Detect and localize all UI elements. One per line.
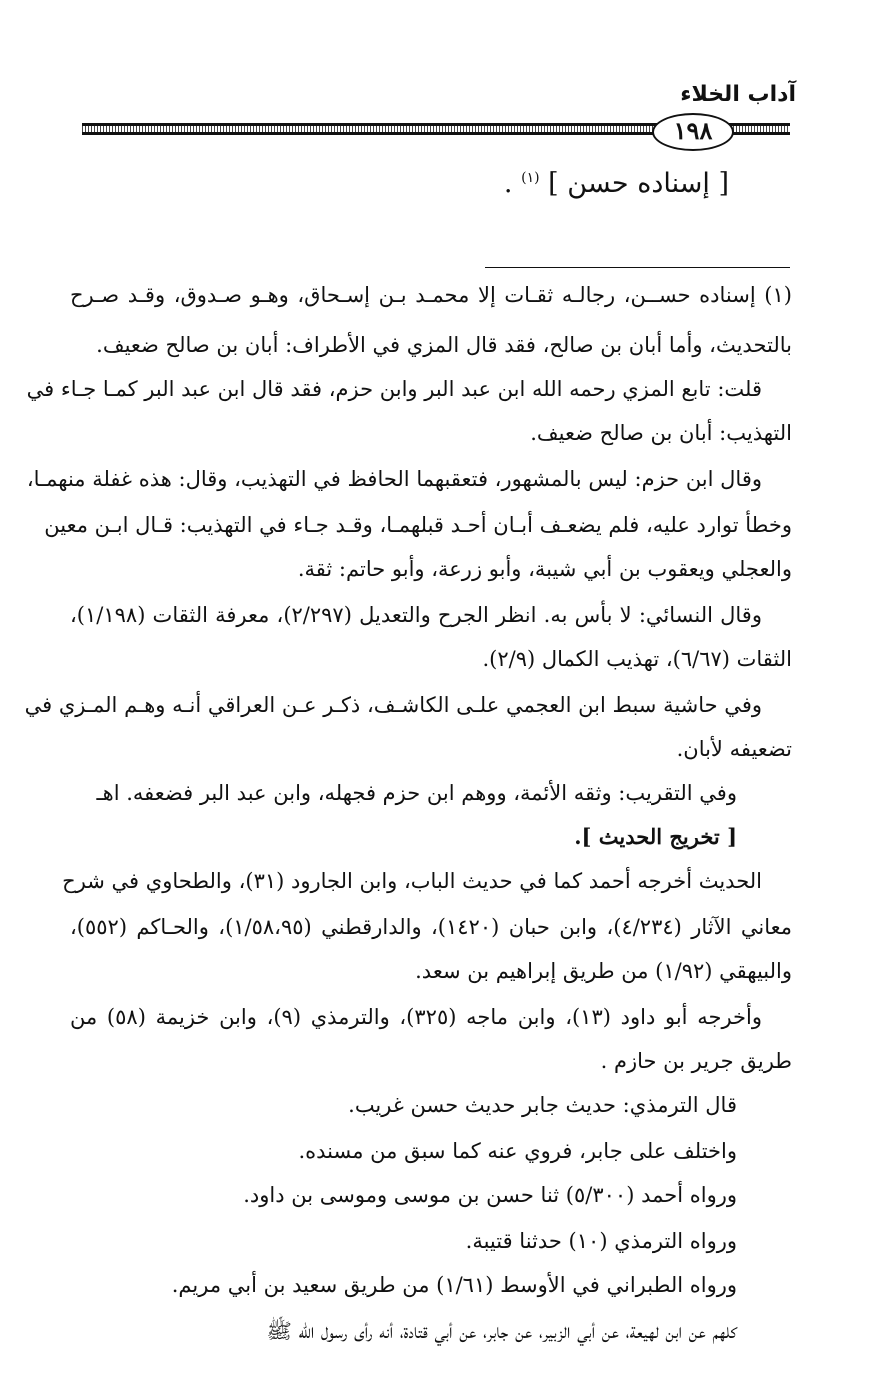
footnote-line: كلهم عن ابن لهيعة، عن أبي الزبير، عن جابر، عن أبي قتادة، أنه رأى رسول الله ﷺ (266, 1319, 737, 1343)
footnote-line: والبيهقي (١/٩٢) من طريق إبراهيم بن سعد. (415, 959, 792, 983)
footnote-line: الثقات (٦/٦٧)، تهذيب الكمال (٢/٩). (482, 647, 792, 671)
main-text-content: [ إسناده حسن ] (548, 168, 729, 199)
footnote-reference: (١) (521, 170, 540, 186)
footnote-line: (١) إسناده حســن، رجالـه ثقـات إلا محمـد بـن إسـحاق، وهـو صـدوق، وقـد صـرح (70, 283, 792, 307)
footnote-line: وأخرجه أبو داود (١٣)، وابن ماجه (٣٢٥)، والترمذي (٩)، وابن خزيمة (٥٨) من (70, 1005, 762, 1029)
main-text-end: . (503, 168, 513, 199)
footnote-line: وقال النسائي: لا بأس به. انظر الجرح والتعديل (٢/٢٩٧)، معرفة الثقات (١/١٩٨)، (70, 603, 762, 627)
footnote-separator (485, 267, 790, 268)
footnote-line: واختلف على جابر، فروي عنه كما سبق من مسنده. (298, 1139, 737, 1163)
footnote-line: الحديث أخرجه أحمد كما في حديث الباب، وابن الجارود (٣١)، والطحاوي في شرح (62, 869, 762, 893)
footnote-line: قلت: تابع المزي رحمه الله ابن عبد البر وابن حزم، فقد قال ابن عبد البر كمـا جـاء في (26, 377, 762, 401)
footnote-line: طريق جرير بن حازم . (600, 1049, 792, 1073)
footnote-line: وفي حاشية سبط ابن العجمي علـى الكاشـف، ذكـر عـن العراقي أنـه وهـم المـزي في (24, 693, 762, 717)
footnote-line: قال الترمذي: حديث جابر حديث حسن غريب. (348, 1093, 737, 1117)
footnote-line: وقال ابن حزم: ليس بالمشهور، فتعقبهما الحافظ في التهذيب، وقال: هذه غفلة منهمـا، (26, 467, 762, 491)
footnote-line: والعجلي ويعقوب بن أبي شيبة، وأبو زرعة، وأبو حاتم: ثقة. (297, 557, 792, 581)
footnote-line: التهذيب: أبان بن صالح ضعيف. (530, 421, 792, 445)
footnote-line: بالتحديث، وأما أبان بن صالح، فقد قال المزي في الأطراف: أبان بن صالح ضعيف. (96, 333, 792, 357)
page-number: ١٩٨ (652, 113, 734, 151)
footnote-line: ورواه أحمد (٥/٣٠٠) ثنا حسن بن موسى وموسى بن داود. (243, 1183, 737, 1207)
footnote-line: تضعيفه لأبان. (676, 737, 792, 761)
running-title: آداب الخلاء (680, 82, 796, 107)
footnote-line: ورواه الطبراني في الأوسط (١/٦١) من طريق سعيد بن أبي مريم. (171, 1273, 737, 1297)
footnote-line: وفي التقريب: وثقه الأئمة، ووهم ابن حزم فجهله، وابن عبد البر فضعفه. اهـ (96, 781, 737, 805)
footnote-line: [ تخريج الحديث ]. (574, 824, 737, 849)
footnote-line: معاني الآثار (٤/٢٣٤)، وابن حبان (١٤٢٠)، والدارقطني (١/٥٨،٩٥)، والحـاكم (٥٥٢)، (70, 915, 792, 939)
footnote-line: ورواه الترمذي (١٠) حدثنا قتيبة. (465, 1229, 737, 1253)
footnote-line: وخطأ توارد عليه، فلم يضعـف أبـان أحـد قبلهمـا، وقـد جـاء في التهذيب: قـال ابـن معين (44, 513, 792, 537)
main-text (504, 168, 729, 199)
